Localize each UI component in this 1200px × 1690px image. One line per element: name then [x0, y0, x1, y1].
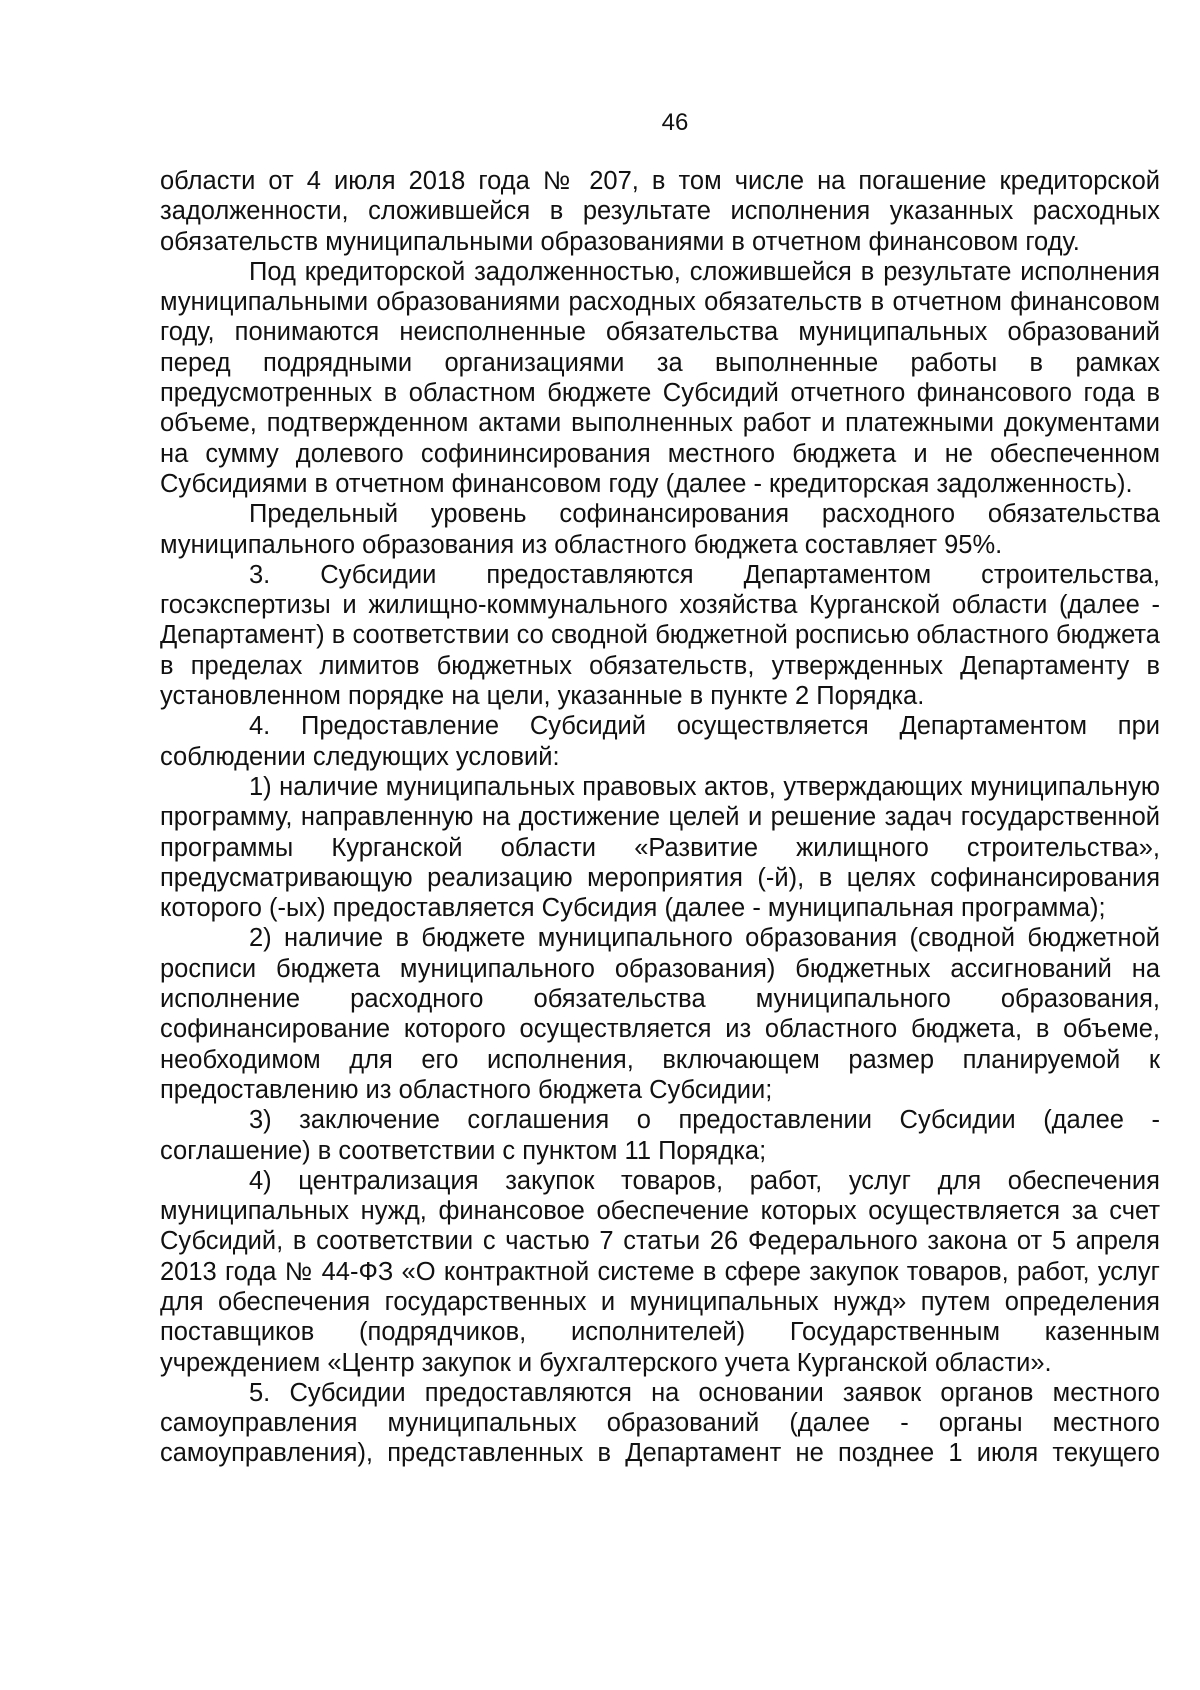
paragraph-item-5: 5. Субсидии предоставляются на основании заявок органов местного самоуправления муниципальных образований (далее - органы местного самоуправления), представленных в Департамент не позднее 1 июля текущего [160, 1378, 1160, 1468]
paragraph-condition-1: 1) наличие муниципальных правовых актов, утверждающих муниципальную программу, направленную на достижение целей и решение задач государственной программы Курганской области «Развитие жилищного строительства», предусматривающую реализацию мероприятия (-й), в целях софинансирования которого (-ых) предоставляется Субсидия (далее - муниципальная программа); [160, 772, 1160, 923]
paragraph-continuation: области от 4 июля 2018 года № 207, в том числе на погашение кредиторской задолженности, сложившейся в результате исполнения указанных расходных обязательств муниципальными образованиями в отчетном финансовом году. [160, 167, 1160, 256]
paragraph-condition-3: 3) заключение соглашения о предоставлении Субсидии (далее - соглашение) в соответствии с пунктом 11 Порядка; [160, 1106, 1160, 1165]
paragraph-item-4: 4. Предоставление Субсидий осуществляется Департаментом при соблюдении следующих условий: [160, 712, 1160, 771]
paragraph-condition-4: 4) централизация закупок товаров, работ, услуг для обеспечения муниципальных нужд, финансовое обеспечение которых осуществляется за счет Субсидий, в соответствии с частью 7 статьи 26 Федерального закона от 5 апреля 2013 года № 44-ФЗ «О контрактной системе в сфере закупок товаров, работ, услуг для обеспечения государственных и муниципальных нужд» путем определения поставщиков (подрядчиков, исполнителей) Государственным казенным учреждением «Центр закупок и бухгалтерского учета Курганской области». [160, 1166, 1160, 1377]
document-body [160, 166, 1160, 1469]
paragraph-cofinancing-limit: Предельный уровень софинансирования расходного обязательства муниципального образования из областного бюджета составляет 95%. [160, 500, 1160, 559]
page-number: 46 [661, 109, 689, 136]
paragraph-creditor-debt-definition: Под кредиторской задолженностью, сложившейся в результате исполнения муниципальными образованиями расходных обязательств в отчетном финансовом году, понимаются неисполненные обязательства муниципальных образований перед подрядными организациями за выполненные работы в рамках предусмотренных в областном бюджете Субсидий отчетного финансового года в объеме, подтвержденном актами выполненных работ и платежными документами на сумму долевого софининсирования местного бюджета и не обеспеченном Субсидиями в отчетном финансовом году (далее - кредиторская задолженность). [160, 257, 1160, 498]
paragraph-item-3: 3. Субсидии предоставляются Департаментом строительства, госэкспертизы и жилищно-коммунального хозяйства Курганской области (далее - Департамент) в соответствии со сводной бюджетной росписью областного бюджета в пределах лимитов бюджетных обязательств, утвержденных Департаменту в установленном порядке на цели, указанные в пункте 2 Порядка. [160, 560, 1160, 711]
paragraph-condition-2: 2) наличие в бюджете муниципального образования (сводной бюджетной росписи бюджета муниципального образования) бюджетных ассигнований на исполнение расходного обязательства муниципального образования, софинансирование которого осуществляется из областного бюджета, в объеме, необходимом для его исполнения, включающем размер планируемой к предоставлению из областного бюджета Субсидии; [160, 924, 1160, 1104]
